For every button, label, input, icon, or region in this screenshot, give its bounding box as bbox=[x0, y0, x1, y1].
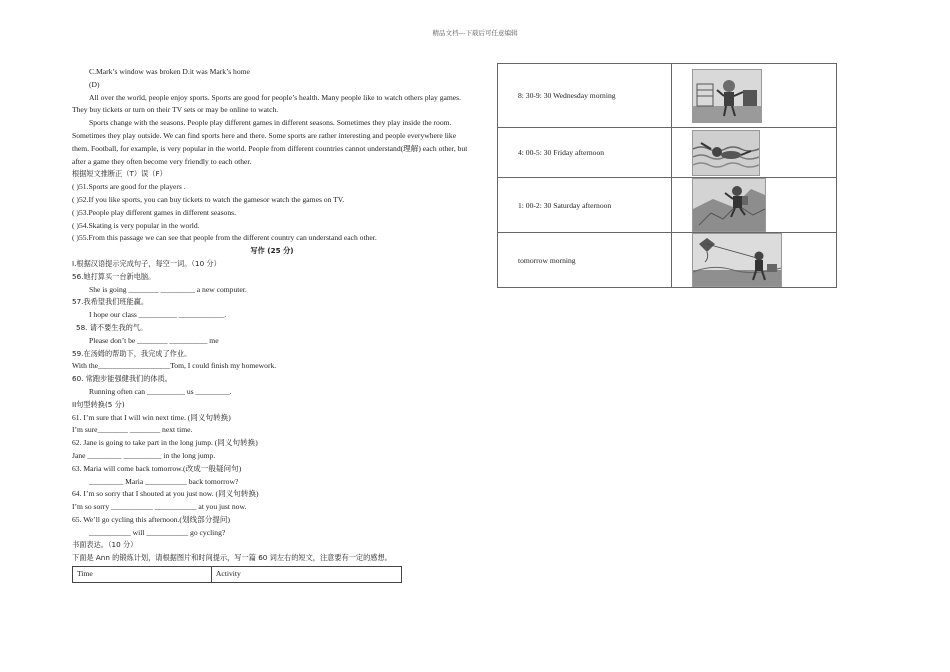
schedule-time: 1: 00-2: 30 Saturday afternoon bbox=[498, 178, 672, 233]
question-60: 60. 常跑步能强健我们的体质。 bbox=[72, 374, 172, 384]
question-59: 59.在汤姆的帮助下，我完成了作业。 bbox=[72, 348, 192, 358]
section-2-title: II句型转换(5 分) bbox=[72, 399, 125, 409]
question-53: ( )53.People play different games in different seasons. bbox=[72, 207, 236, 217]
question-62: 62. Jane is going to take part in the long jump. (同义句转换) bbox=[72, 438, 258, 448]
schedule-time: 4: 00-5: 30 Friday afternoon bbox=[498, 128, 672, 178]
question-55: ( )55.From this passage we can see that people from the different country can understand each other. bbox=[72, 233, 377, 243]
question-65: 65. We’ll go cycling this afternoon.(划线部分提问) bbox=[72, 514, 231, 524]
schedule-picture-cell bbox=[672, 178, 837, 233]
answer-57: I hope our class __________ ____________. bbox=[89, 310, 227, 320]
time-header: Time bbox=[73, 567, 212, 583]
passage-paragraph-1: All over the world, people enjoy sports. Sports are good for people’s health. Many people like to watch others play games. They buy tickets or turn on their TV sets or may be online to watch. bbox=[72, 92, 462, 115]
schedule-row bbox=[498, 128, 837, 178]
answer-64: I’m so sorry ___________ ___________ at you just now. bbox=[72, 502, 247, 512]
answer-60: Running often can __________ us _________. bbox=[89, 386, 232, 396]
schedule-row bbox=[498, 64, 837, 128]
swimming-picture bbox=[692, 130, 760, 176]
exam-left-column bbox=[72, 66, 472, 583]
answer-61: I’m sure________ ________ next time. bbox=[72, 425, 193, 435]
activity-header: Activity bbox=[211, 567, 401, 583]
section-1-title: I.根据汉语提示完成句子，每空一词。（10 分） bbox=[72, 258, 221, 268]
schedule-row bbox=[498, 233, 837, 288]
answer-63: _________ Maria ___________ back tomorrow? bbox=[89, 476, 239, 486]
passage-label: (D) bbox=[89, 79, 100, 89]
question-54: ( )54.Skating is very popular in the world. bbox=[72, 220, 200, 230]
time-activity-table bbox=[72, 566, 402, 583]
answer-59: With the___________________Tom, I could finish my homework. bbox=[72, 361, 277, 371]
schedule-picture-cell bbox=[672, 64, 837, 128]
answer-58: Please don’t be ________ __________ me bbox=[89, 335, 219, 345]
schedule-picture-cell bbox=[672, 233, 837, 288]
question-56: 56.她打算买一台新电脑。 bbox=[72, 271, 156, 281]
question-63: 63. Maria will come back tomorrow.(改成一般疑问句) bbox=[72, 463, 242, 473]
question-52: ( )52.If you like sports, you can buy tickets to watch the gamesor watch the games on TV. bbox=[72, 194, 345, 204]
climbing-picture bbox=[692, 178, 766, 232]
tennis-picture bbox=[692, 69, 762, 123]
schedule-time: 8: 30-9: 30 Wednesday morning bbox=[498, 64, 672, 128]
exercise-schedule-table bbox=[497, 63, 837, 288]
answer-62: Jane _________ __________ in the long jump. bbox=[72, 450, 216, 460]
schedule-picture-cell bbox=[672, 128, 837, 178]
question-64: 64. I’m so sorry that I shouted at you just now. (同义句转换) bbox=[72, 489, 259, 499]
question-51: ( )51.Sports are good for the players . bbox=[72, 182, 186, 192]
schedule-time: tomorrow morning bbox=[498, 233, 672, 288]
question-58: 58. 请不要生我的气。 bbox=[76, 322, 148, 332]
essay-instruction: 下面是 Ann 的锻炼计划，请根据图片和时间提示，写一篇 60 词左右的短文，注意要有一定的感想。 bbox=[72, 553, 392, 563]
page-header: 精品文档---下载后可任意编辑 bbox=[432, 29, 518, 37]
question-61: 61. I’m sure that I will win next time. (同义句转换) bbox=[72, 412, 231, 422]
answer-56: She is going ________ _________ a new computer. bbox=[89, 284, 247, 294]
question-57: 57.我希望我们班能赢。 bbox=[72, 297, 149, 307]
writing-heading: 写作 (25 分) bbox=[250, 246, 294, 256]
answer-65: ___________ will ___________ go cycling? bbox=[89, 527, 226, 537]
option-line: C.Mark’s window was broken D.it was Mark’s home bbox=[89, 67, 250, 76]
kite-flying-picture bbox=[692, 233, 782, 287]
schedule-row bbox=[498, 178, 837, 233]
tf-instruction: 根据短文推断正（T）误（F） bbox=[72, 169, 167, 179]
passage-paragraph-2: Sports change with the seasons. People play different games in different seasons. Sometimes they play inside the room. Sometimes they play outside. We can find sports here and there. Some sports are rather interesting and people everywhere like them. Football, for example, is very popular in the world. People from different countries cannot understand(理解) each other, but after a game they often become very friendly to each other. bbox=[72, 118, 468, 166]
section-3-title: 书面表达。（10 分） bbox=[72, 540, 138, 550]
